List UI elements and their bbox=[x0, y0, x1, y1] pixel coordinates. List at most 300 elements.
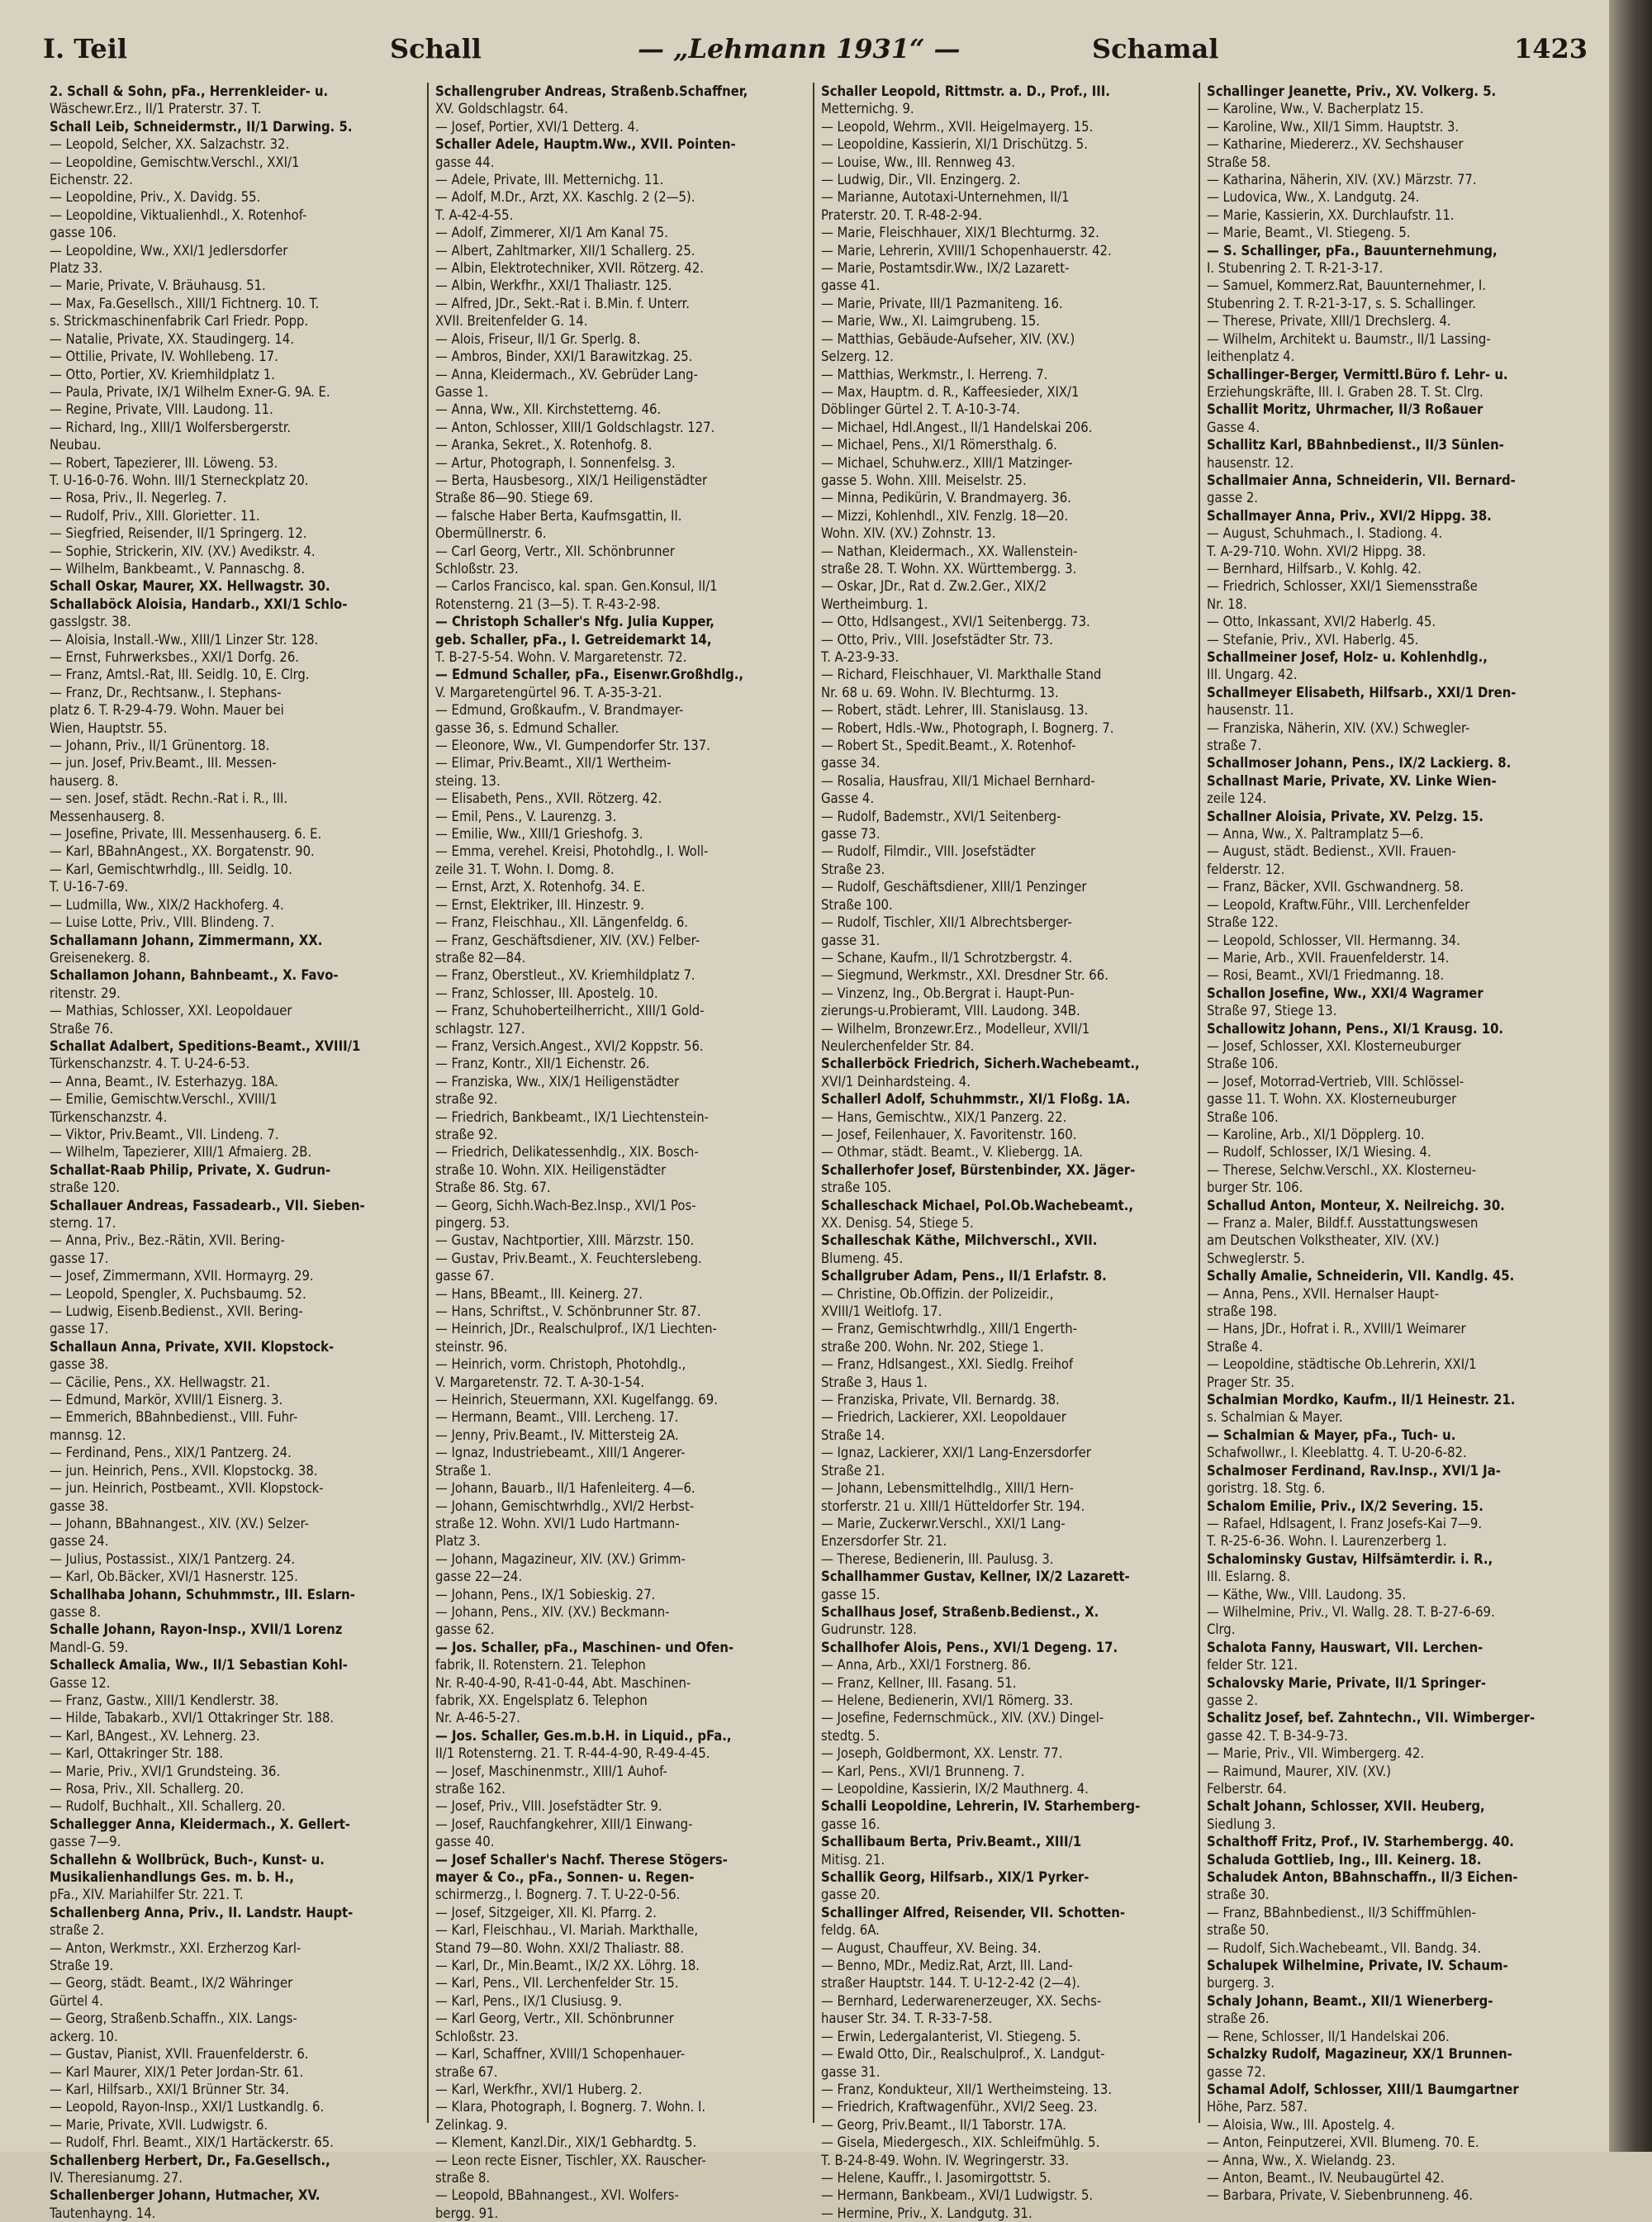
directory-entry-line: — Schalmian & Mayer, pFa., Tuch- u. bbox=[1207, 1427, 1456, 1443]
directory-entry-line: — Karl, Gemischtwrhdlg., III. Seidlg. 10. bbox=[50, 861, 292, 877]
directory-entry-line: T. B-27-5-54. Wohn. V. Margaretenstr. 72. bbox=[435, 649, 687, 665]
directory-entry-line: 2. Schall & Sohn, pFa., Herrenkleider- u. bbox=[50, 83, 329, 99]
directory-entry-line: — falsche Haber Berta, Kaufmsgattin, II. bbox=[435, 507, 682, 524]
directory-entry-line: — Hermine, Priv., X. Landgutg. 31. bbox=[821, 2205, 1032, 2221]
directory-entry-line: Wien, Hauptstr. 55. bbox=[50, 719, 168, 736]
directory-entry-line: — August, städt. Bedienst., XVII. Frauen- bbox=[1207, 843, 1456, 860]
directory-entry-line: T. U-16-7-69. bbox=[50, 879, 129, 895]
directory-entry-line: — Franz, Gastw., XIII/1 Kendlerstr. 38. bbox=[50, 1692, 279, 1708]
directory-entry-line: — Bernhard, Hilfsarb., V. Kohlg. 42. bbox=[1207, 560, 1422, 577]
directory-entry-line: — Alois, Friseur, II/1 Gr. Sperlg. 8. bbox=[435, 330, 641, 347]
directory-entry-line: Gasse 4. bbox=[1207, 419, 1260, 435]
directory-entry-line: Schalt Johann, Schlosser, XVII. Heuberg, bbox=[1207, 1798, 1485, 1815]
directory-entry-line: — Carl Georg, Vertr., XII. Schönbrunner bbox=[435, 543, 675, 559]
directory-entry-line: gasse 106. bbox=[50, 225, 116, 241]
directory-entry-line: Schallat-Raab Philip, Private, X. Gudrun- bbox=[50, 1161, 331, 1178]
directory-entry-line: Blumeng. 45. bbox=[821, 1250, 904, 1266]
directory-entry-line: — Friedrich, Kraftwagenführ., XVI/2 Seeg. 23. bbox=[821, 2099, 1098, 2115]
directory-entry-line: Straße 1. bbox=[435, 1462, 491, 1479]
directory-entry-line: — Franz, Schuhoberteilherricht., XIII/1 Gold- bbox=[435, 1003, 705, 1019]
directory-entry-line: Tautenhayng. 14. bbox=[50, 2205, 156, 2221]
directory-entry-line: gasse 31. bbox=[821, 2063, 881, 2080]
directory-entry-line: — Ernst, Arzt, X. Rotenhofg. 34. E. bbox=[435, 879, 645, 895]
directory-entry-line: XVII. Breitenfelder G. 14. bbox=[435, 313, 588, 330]
directory-entry-line: Straße 23. bbox=[821, 861, 885, 877]
directory-entry-line: s. Schalmian & Mayer. bbox=[1207, 1409, 1343, 1426]
directory-entry-line: straße 28. T. Wohn. XX. Württembergg. 3. bbox=[821, 560, 1077, 577]
directory-entry-line: Schallgruber Adam, Pens., II/1 Erlafstr. 8. bbox=[821, 1268, 1107, 1284]
directory-entry-line: Erziehungskräfte, III. I. Graben 28. T. St. Clrg. bbox=[1207, 383, 1483, 400]
directory-entry-line: Straße 106. bbox=[1207, 1056, 1279, 1072]
directory-entry-line: — Karl Maurer, XIX/1 Peter Jordan-Str. 61. bbox=[50, 2063, 304, 2080]
directory-entry-line: — jun. Heinrich, Pens., XVII. Klopstockg. 38. bbox=[50, 1462, 318, 1479]
directory-entry-line: — Leopold, BBahnangest., XVI. Wolfers- bbox=[435, 2187, 679, 2204]
directory-entry-line: T. A-42-4-55. bbox=[435, 207, 514, 223]
directory-entry-line: Straße 19. bbox=[50, 1958, 114, 1974]
directory-entry-line: Schallud Anton, Monteur, X. Neilreichg. 30. bbox=[1207, 1197, 1505, 1213]
directory-entry-line: — Hans, Schriftst., V. Schönbrunner Str. 87. bbox=[435, 1303, 701, 1320]
directory-entry-line: Höhe, Parz. 587. bbox=[1207, 2099, 1308, 2115]
directory-entry-line: s. Strickmaschinenfabrik Carl Friedr. Popp. bbox=[50, 313, 309, 330]
directory-entry-line: — Edmund Schaller, pFa., Eisenwr.Großhdlg., bbox=[435, 667, 744, 683]
directory-entry-line: Clrg. bbox=[1207, 1621, 1236, 1638]
directory-entry-line: Schallinger Alfred, Reisender, VII. Schotten- bbox=[821, 1904, 1125, 1921]
directory-entry-line: Schalmian Mordko, Kaufm., II/1 Heinestr. 21. bbox=[1207, 1392, 1516, 1408]
directory-entry-line: — Marie, Priv., XVI/1 Grundsteing. 36. bbox=[50, 1763, 281, 1779]
directory-entry-line: — Ludwig, Dir., VII. Enzingerg. 2. bbox=[821, 172, 1021, 188]
directory-entry-line: — Mathias, Schlosser, XXI. Leopoldauer bbox=[50, 1003, 292, 1019]
directory-entry-line: gasse 2. bbox=[1207, 1692, 1258, 1708]
directory-entry-line: Schally Amalie, Schneiderin, VII. Kandlg. 45. bbox=[1207, 1268, 1515, 1284]
directory-entry-line: — Franz, Kellner, III. Fasang. 51. bbox=[821, 1674, 1017, 1691]
directory-entry-line: straße 30. bbox=[1207, 1887, 1270, 1903]
directory-entry-line: — Elimar, Priv.Beamt., XII/1 Wertheim- bbox=[435, 755, 672, 772]
directory-entry-line: — Josef, Schlosser, XXI. Klosterneuburger bbox=[1207, 1037, 1461, 1054]
directory-entry-line: gasse 44. bbox=[435, 154, 495, 170]
directory-entry-line: — Luise Lotte, Priv., VIII. Blindeng. 7. bbox=[50, 914, 274, 931]
directory-entry-line: Straße 86—90. Stiege 69. bbox=[435, 490, 594, 506]
directory-entry-line: — Georg, Straßenb.Schaffn., XIX. Langs- bbox=[50, 2011, 297, 2027]
part-label: I. Teil bbox=[43, 33, 128, 64]
directory-entry-line: — Robert, Tapezierer, III. Löweng. 53. bbox=[50, 454, 278, 471]
directory-entry-line: Schalzky Rudolf, Magazineur, XX/1 Brunnen- bbox=[1207, 2046, 1512, 2063]
directory-entry-line: — Rosa, Priv., XII. Schallerg. 20. bbox=[50, 1781, 244, 1797]
directory-entry-line: Schaly Johann, Beamt., XII/1 Wienerberg- bbox=[1207, 1992, 1493, 2009]
directory-entry-line: hausenstr. 11. bbox=[1207, 702, 1294, 719]
directory-entry-line: — Heinrich, JDr., Realschulprof., IX/1 Liechten- bbox=[435, 1321, 717, 1337]
directory-entry-line: — Erwin, Ledergalanterist, VI. Stiegeng. 5. bbox=[821, 2028, 1081, 2044]
directory-entry-line: Rotensterng. 21 (3—5). T. R-43-2-98. bbox=[435, 596, 661, 612]
directory-entry-line: — Franz, Gemischtwrhdlg., XIII/1 Engerth- bbox=[821, 1321, 1078, 1337]
directory-entry-line: gasslgstr. 38. bbox=[50, 614, 131, 630]
directory-entry-line: — Samuel, Kommerz.Rat, Bauunternehmer, I. bbox=[1207, 278, 1487, 294]
directory-entry-line: Schallaböck Aloisia, Handarb., XXI/1 Schlo- bbox=[50, 596, 348, 612]
directory-entry-line: — Eleonore, Ww., VI. Gumpendorfer Str. 137. bbox=[435, 738, 710, 754]
directory-entry-line: — Franz, BBahnbedienst., II/3 Schiffmühlen- bbox=[1207, 1904, 1476, 1921]
directory-entry-line: Schalom Emilie, Priv., IX/2 Severing. 15. bbox=[1207, 1498, 1483, 1514]
directory-entry-line: Schallamann Johann, Zimmermann, XX. bbox=[50, 932, 323, 948]
directory-entry-line: — Johann, BBahnangest., XIV. (XV.) Selzer- bbox=[50, 1515, 310, 1531]
directory-entry-line: — Matthias, Gebäude-Aufseher, XIV. (XV.) bbox=[821, 330, 1075, 347]
directory-entry-line: Greisenekerg. 8. bbox=[50, 949, 150, 966]
directory-entry-line: — Friedrich, Schlosser, XXI/1 Siemensstraße bbox=[1207, 578, 1478, 595]
directory-entry-line: Schalovsky Marie, Private, II/1 Springer- bbox=[1207, 1674, 1487, 1691]
directory-entry-line: burger Str. 106. bbox=[1207, 1180, 1303, 1196]
directory-entry-line: Schloßstr. 23. bbox=[435, 2028, 519, 2044]
directory-entry-line: Schallitz Karl, BBahnbedienst., II/3 Sünlen- bbox=[1207, 437, 1504, 453]
directory-entry-line: — Leopoldine, Priv., X. Davidg. 55. bbox=[50, 189, 261, 206]
directory-entry-line: Nr. 18. bbox=[1207, 596, 1247, 612]
directory-entry-line: — Ernst, Elektriker, III. Hinzestr. 9. bbox=[435, 896, 644, 913]
directory-entry-line: Schamal Adolf, Schlosser, XIII/1 Baumgartner bbox=[1207, 2081, 1519, 2097]
directory-entry-line: Schalleschak Käthe, Milchverschl., XVII. bbox=[821, 1232, 1098, 1249]
directory-entry-line: III. Eslarng. 8. bbox=[1207, 1569, 1291, 1585]
directory-entry-line: Schallengruber Andreas, Straßenb.Schaffner, bbox=[435, 83, 748, 99]
directory-entry-line: felderstr. 12. bbox=[1207, 861, 1285, 877]
directory-entry-line: — Jos. Schaller, Ges.m.b.H. in Liquid., pFa., bbox=[435, 1727, 732, 1744]
directory-entry-line: — Franz, Oberstleut., XV. Kriemhildplatz 7. bbox=[435, 967, 695, 984]
directory-entry-line: — Oskar, JDr., Rat d. Zw.2.Ger., XIX/2 bbox=[821, 578, 1047, 595]
directory-entry-line: — Franz a. Maler, Bildf.f. Ausstattungswesen bbox=[1207, 1215, 1479, 1231]
directory-entry-line: Schafwollwr., I. Kleeblattg. 4. T. U-20-6-82. bbox=[1207, 1445, 1467, 1461]
directory-entry-line: — Anton, Beamt., IV. Neubaugürtel 42. bbox=[1207, 2169, 1445, 2186]
directory-entry-line: Straße 86. Stg. 67. bbox=[435, 1180, 551, 1196]
directory-entry-line: Siedlung 3. bbox=[1207, 1816, 1276, 1832]
directory-entry-line: — Josef, Zimmermann, XVII. Hormayrg. 29. bbox=[50, 1268, 314, 1284]
directory-entry-line: — Nathan, Kleidermach., XX. Wallenstein- bbox=[821, 543, 1078, 559]
directory-entry-line: gasse 31. bbox=[821, 932, 881, 948]
directory-entry-line: — Richard, Fleischhauer, VI. Markthalle Stand bbox=[821, 667, 1102, 683]
directory-entry-line: — Heinrich, Steuermann, XXI. Kugelfangg. 69. bbox=[435, 1392, 718, 1408]
directory-entry-line: — Leon recte Eisner, Tischler, XX. Rauscher- bbox=[435, 2152, 706, 2168]
directory-entry-line: gasse 38. bbox=[50, 1498, 109, 1514]
directory-entry-line: gasse 41. bbox=[821, 278, 881, 294]
directory-entry-line: — Klement, Kanzl.Dir., XIX/1 Gebhardtg. 5. bbox=[435, 2134, 697, 2151]
directory-entry-line: — Franz, Fleischhau., XII. Längenfeldg. 6. bbox=[435, 914, 689, 931]
directory-entry-line: — Otto, Inkassant, XVI/2 Haberlg. 45. bbox=[1207, 614, 1436, 630]
directory-entry-line: Schallat Adalbert, Speditions-Beamt., XVIII/1 bbox=[50, 1037, 361, 1054]
directory-entry-line: — Karl, Schaffner, XVIII/1 Schopenhauer- bbox=[435, 2046, 686, 2063]
directory-entry-line: Neubau. bbox=[50, 437, 102, 453]
directory-entry-line: — Rafael, Hdlsagent, I. Franz Josefs-Kai 7—9. bbox=[1207, 1515, 1483, 1531]
directory-entry-line: straße 8. bbox=[435, 2169, 491, 2186]
directory-entry-line: Selzerg. 12. bbox=[821, 349, 894, 365]
directory-entry-line: — Johann, Bauarb., II/1 Hafenleiterg. 4—6. bbox=[435, 1480, 695, 1497]
directory-entry-line: — Jenny, Priv.Beamt., IV. Mittersteig 2A. bbox=[435, 1427, 679, 1443]
directory-entry-line: — Johann, Pens., IX/1 Sobieskig. 27. bbox=[435, 1586, 656, 1602]
directory-entry-line: — Friedrich, Bankbeamt., IX/1 Liechtenstein- bbox=[435, 1109, 710, 1125]
directory-entry-line: pFa., XIV. Mariahilfer Str. 221. T. bbox=[50, 1887, 244, 1903]
directory-entry-line: — Hans, JDr., Hofrat i. R., XVIII/1 Weimarer bbox=[1207, 1321, 1466, 1337]
directory-entry-line: gasse 17. bbox=[50, 1250, 109, 1266]
directory-entry-line: — Rene, Schlosser, II/1 Handelskai 206. bbox=[1207, 2028, 1450, 2044]
directory-entry-line: Straße 97, Stiege 13. bbox=[1207, 1003, 1337, 1019]
directory-entry-line: — Paula, Private, IX/1 Wilhelm Exner-G. 9A. E. bbox=[50, 383, 330, 400]
directory-entry-line: Schloßstr. 23. bbox=[435, 560, 519, 577]
directory-entry-line: — Therese, Private, XIII/1 Drechslerg. 4. bbox=[1207, 313, 1451, 330]
directory-entry-line: fabrik, II. Rotenstern. 21. Telephon bbox=[435, 1657, 646, 1674]
directory-entry-line: — Marie, Ww., XI. Laimgrubeng. 15. bbox=[821, 313, 1040, 330]
directory-entry-line: — Friedrich, Delikatessenhdlg., XIX. Bosch- bbox=[435, 1144, 699, 1161]
directory-entry-line: — Joseph, Goldbermont, XX. Lenstr. 77. bbox=[821, 1745, 1063, 1762]
directory-entry-line: — Adele, Private, III. Metternichg. 11. bbox=[435, 172, 664, 188]
directory-entry-line: — Robert, Hdls.-Ww., Photograph, I. Bognerg. 7. bbox=[821, 719, 1114, 736]
directory-entry-line: straße 105. bbox=[821, 1180, 891, 1196]
directory-entry-line: — S. Schallinger, pFa., Bauunternehmung, bbox=[1207, 242, 1498, 259]
directory-entry-line: Schallner Aloisia, Private, XV. Pelzg. 15. bbox=[1207, 808, 1483, 824]
directory-entry-line: — Edmund, Markör, XVIII/1 Eisnerg. 3. bbox=[50, 1392, 283, 1408]
directory-entry-line: — Hermann, Beamt., VIII. Lercheng. 17. bbox=[435, 1409, 679, 1426]
directory-entry-line: Schalupek Wilhelmine, Private, IV. Schaum- bbox=[1207, 1958, 1508, 1974]
directory-entry-line: Prager Str. 35. bbox=[1207, 1374, 1295, 1390]
directory-entry-line: Schallhammer Gustav, Kellner, IX/2 Lazarett- bbox=[821, 1569, 1130, 1585]
directory-entry-line: — Wilhelm, Bankbeamt., V. Pannaschg. 8. bbox=[50, 560, 306, 577]
directory-entry-line: — Franz, Bäcker, XVII. Gschwandnerg. 58. bbox=[1207, 879, 1464, 895]
directory-entry-line: hauser Str. 34. T. R-33-7-58. bbox=[821, 2011, 993, 2027]
directory-entry-line: — Rudolf, Schlosser, IX/1 Wiesing. 4. bbox=[1207, 1144, 1431, 1161]
directory-entry-line: felder Str. 121. bbox=[1207, 1657, 1298, 1674]
directory-entry-line: — Barbara, Private, V. Siebenbrunneng. 46. bbox=[1207, 2187, 1474, 2204]
directory-entry-line: — Gustav, Pianist, XVII. Frauenfelderstr. 6. bbox=[50, 2046, 309, 2063]
directory-entry-line: — Leopold, Rayon-Insp., XXI/1 Lustkandlg. 6. bbox=[50, 2099, 325, 2115]
directory-entry-line: — Minna, Pedikürin, V. Brandmayerg. 36. bbox=[821, 490, 1071, 506]
directory-entry-line: gasse 38. bbox=[50, 1356, 109, 1373]
directory-entry-line: — Marie, Private, XVII. Ludwigstr. 6. bbox=[50, 2116, 268, 2133]
directory-entry-line: — Mizzi, Kohlenhdl., XIV. Fenzlg. 18—20. bbox=[821, 507, 1069, 524]
directory-entry-line: V. Margaretenstr. 72. T. A-30-1-54. bbox=[435, 1374, 645, 1390]
directory-entry-line: — Johann, Lebensmittelhdlg., XIII/1 Hern- bbox=[821, 1480, 1074, 1497]
directory-entry-line: storferstr. 21 u. XIII/1 Hütteldorfer Str. 194. bbox=[821, 1498, 1085, 1514]
directory-entry-line: gasse 8. bbox=[50, 1603, 101, 1620]
directory-entry-line: — Adolf, M.Dr., Arzt, XX. Kaschlg. 2 (2—5). bbox=[435, 189, 695, 206]
directory-entry-line: — Max, Hauptm. d. R., Kaffeesieder, XIX/1 bbox=[821, 383, 1080, 400]
directory-entry-line: — Katharina, Näherin, XIV. (XV.) Märzstr. 77. bbox=[1207, 172, 1477, 188]
directory-entry-line: gasse 16. bbox=[821, 1816, 881, 1832]
directory-entry-line: Metternichg. 9. bbox=[821, 101, 914, 117]
directory-entry-line: mannsg. 12. bbox=[50, 1427, 126, 1443]
directory-entry-line: — Alfred, JDr., Sekt.-Rat i. B.Min. f. Unterr. bbox=[435, 295, 690, 311]
directory-entry-line: — Johann, Gemischtwrhdlg., XVI/2 Herbst- bbox=[435, 1498, 695, 1514]
directory-entry-line: V. Margaretengürtel 96. T. A-35-3-21. bbox=[435, 684, 662, 700]
directory-entry-line: — Viktor, Priv.Beamt., VII. Lindeng. 7. bbox=[50, 1126, 279, 1142]
directory-entry-line: — Jos. Schaller, pFa., Maschinen- und Ofen- bbox=[435, 1639, 734, 1655]
directory-entry-line: — Karl, Pens., IX/1 Clusiusg. 9. bbox=[435, 1992, 623, 2009]
directory-entry-line: — Rudolf, Bademstr., XVI/1 Seitenberg- bbox=[821, 808, 1061, 824]
directory-entry-line: Schallmeiner Josef, Holz- u. Kohlenhdlg., bbox=[1207, 649, 1488, 665]
directory-entry-line: gasse 2. bbox=[1207, 490, 1258, 506]
directory-entry-line: — Emilie, Ww., XIII/1 Grieshofg. 3. bbox=[435, 826, 643, 843]
directory-entry-line: — Karl, Dr., Min.Beamt., IX/2 XX. Löhrg. 18. bbox=[435, 1958, 700, 1974]
directory-entry-line: Neulerchenfelder Str. 84. bbox=[821, 1037, 975, 1054]
directory-entry-line: Schallinger-Berger, Vermittl.Büro f. Lehr- u. bbox=[1207, 366, 1508, 382]
directory-entry-line: straße 92. bbox=[435, 1091, 498, 1108]
directory-entry-line: — August, Schuhmach., I. Stadiong. 4. bbox=[1207, 525, 1443, 542]
directory-entry-line: straße 82—84. bbox=[435, 949, 526, 966]
directory-entry-line: — Siegmund, Werkmstr., XXI. Dresdner Str. 66. bbox=[821, 967, 1108, 984]
directory-entry-line: — Emil, Pens., V. Laurenzg. 3. bbox=[435, 808, 617, 824]
directory-entry-line: — Bernhard, Lederwarenerzeuger, XX. Sechs- bbox=[821, 1992, 1102, 2009]
directory-entry-line: — Emma, verehel. Kreisi, Photohdlg., I. Woll- bbox=[435, 843, 709, 860]
directory-entry-line: — Leopold, Schlosser, VII. Hermanng. 34. bbox=[1207, 932, 1460, 948]
directory-entry-line: Nr. 68 u. 69. Wohn. IV. Blechturmg. 13. bbox=[821, 684, 1059, 700]
directory-entry-line: II/1 Rotensterng. 21. T. R-44-4-90, R-49-4-45. bbox=[435, 1745, 710, 1762]
directory-entry-line: gasse 36, s. Edmund Schaller. bbox=[435, 719, 620, 736]
directory-entry-line: Schaller Leopold, Rittmstr. a. D., Prof., III. bbox=[821, 83, 1110, 99]
directory-entry-line: — Rudolf, Geschäftsdiener, XIII/1 Penzinger bbox=[821, 879, 1087, 895]
directory-entry-line: gasse 34. bbox=[821, 755, 881, 772]
directory-entry-line: — Robert St., Spedit.Beamt., X. Rotenhof- bbox=[821, 738, 1076, 754]
directory-entry-line: — Johann, Priv., II/1 Grünentorg. 18. bbox=[50, 738, 270, 754]
directory-entry-line: burgerg. 3. bbox=[1207, 1975, 1275, 1992]
directory-entry-line: Schall Oskar, Maurer, XX. Hellwagstr. 30. bbox=[50, 578, 330, 595]
directory-entry-line: — Anna, Pens., XVII. Hernalser Haupt- bbox=[1207, 1285, 1440, 1302]
page-header bbox=[43, 33, 1588, 74]
directory-entry-line: Gürtel 4. bbox=[50, 1992, 103, 2009]
directory-entry-line: Schallik Georg, Hilfsarb., XIX/1 Pyrker- bbox=[821, 1869, 1089, 1886]
directory-entry-line: — Georg, Sichh.Wach-Bez.Insp., XVI/1 Pos- bbox=[435, 1197, 696, 1213]
directory-entry-line: — Otto, Hdlsangest., XVI/1 Seitenbergg. 73. bbox=[821, 614, 1090, 630]
directory-entry-line: — Marie, Arb., XVII. Frauenfelderstr. 14. bbox=[1207, 949, 1450, 966]
directory-entry-line: straße 120. bbox=[50, 1180, 120, 1196]
directory-entry-line: — Berta, Hausbesorg., XIX/1 Heiligenstädter bbox=[435, 472, 708, 488]
directory-entry-line: — Ludmilla, Ww., XIX/2 Hackhoferg. 4. bbox=[50, 896, 284, 913]
directory-entry-line: Schallnast Marie, Private, XV. Linke Wien- bbox=[1207, 772, 1497, 789]
directory-entry-line: ackerg. 10. bbox=[50, 2028, 118, 2044]
directory-entry-line: — Ludovica, Ww., X. Landgutg. 24. bbox=[1207, 189, 1420, 206]
directory-entry-line: — Vinzenz, Ing., Ob.Bergrat i. Haupt-Pun- bbox=[821, 985, 1075, 1001]
directory-entry-line: schirmerzg., I. Bognerg. 7. T. U-22-0-56. bbox=[435, 1887, 681, 1903]
directory-entry-line: — Friedrich, Lackierer, XXI. Leopoldauer bbox=[821, 1409, 1066, 1426]
directory-entry-line: — Rosalia, Hausfrau, XII/1 Michael Bernhard- bbox=[821, 772, 1095, 789]
directory-entry-line: XX. Denisg. 54, Stiege 5. bbox=[821, 1215, 974, 1231]
directory-entry-line: — Josef, Maschinenmstr., XIII/1 Auhof- bbox=[435, 1763, 667, 1779]
directory-entry-line: — Anna, Beamt., IV. Esterhazyg. 18A. bbox=[50, 1073, 278, 1090]
directory-entry-line: — Franziska, Näherin, XIV. (XV.) Schwegler- bbox=[1207, 719, 1470, 736]
directory-entry-line: gasse 40. bbox=[435, 1834, 495, 1850]
directory-entry-line: Schallmayer Anna, Priv., XVI/2 Hippg. 38. bbox=[1207, 507, 1492, 524]
directory-entry-line: Schallibaum Berta, Priv.Beamt., XIII/1 bbox=[821, 1834, 1082, 1850]
directory-entry-line: — Karl, Ottakringer Str. 188. bbox=[50, 1745, 224, 1762]
directory-entry-line: — Emmerich, BBahnbedienst., VIII. Fuhr- bbox=[50, 1409, 298, 1426]
directory-entry-line: — Anton, Feinputzerei, XVII. Blumeng. 70. E. bbox=[1207, 2134, 1479, 2151]
directory-entry-line: straße 7. bbox=[1207, 738, 1262, 754]
directory-entry-line: — Marie, Private, V. Bräuhausg. 51. bbox=[50, 278, 266, 294]
directory-entry-line: T. U-16-0-76. Wohn. III/1 Sterneckplatz 20. bbox=[50, 472, 309, 488]
directory-entry-line: Wäschewr.Erz., II/1 Praterstr. 37. T. bbox=[50, 101, 262, 117]
directory-entry-line: XVI/1 Deinhardsteing. 4. bbox=[821, 1073, 971, 1090]
directory-entry-line: Schallerhofer Josef, Bürstenbinder, XX. Jäger- bbox=[821, 1161, 1136, 1178]
directory-entry-line: Nr. R-40-4-90, R-41-0-44, Abt. Maschinen- bbox=[435, 1674, 691, 1691]
directory-entry-line: — Anton, Werkmstr., XXI. Erzherzog Karl- bbox=[50, 1940, 301, 1956]
directory-entry-line: — Ludwig, Eisenb.Bedienst., XVII. Bering- bbox=[50, 1303, 303, 1320]
directory-entry-line: Straße 58. bbox=[1207, 154, 1271, 170]
directory-entry-line: gasse 24. bbox=[50, 1533, 109, 1550]
directory-entry-line: Musikalienhandlungs Ges. m. b. H., bbox=[50, 1869, 294, 1886]
directory-entry-line: — Leopoldine, Ww., XXI/1 Jedlersdorfer bbox=[50, 242, 288, 259]
directory-entry-line: leithenplatz 4. bbox=[1207, 349, 1295, 365]
directory-entry-line: Platz 3. bbox=[435, 1533, 481, 1550]
directory-entry-line: — Therese, Selchw.Verschl., XX. Klosterneu- bbox=[1207, 1161, 1477, 1178]
directory-entry-line: — Karl, Hilfsarb., XXI/1 Brünner Str. 34. bbox=[50, 2081, 290, 2097]
directory-entry-line: — Leopoldine, Gemischtw.Verschl., XXI/1 bbox=[50, 154, 300, 170]
directory-entry-line: — Artur, Photograph, I. Sonnenfelsg. 3. bbox=[435, 454, 676, 471]
directory-entry-line: — Josef Schaller's Nachf. Therese Stögers- bbox=[435, 1851, 728, 1868]
directory-entry-line: — Wilhelmine, Priv., VI. Wallg. 28. T. B-27-6-69. bbox=[1207, 1603, 1495, 1620]
directory-entry-line: — Cäcilie, Pens., XX. Hellwagstr. 21. bbox=[50, 1374, 271, 1390]
directory-entry-line: XV. Goldschlagstr. 64. bbox=[435, 101, 568, 117]
directory-entry-line: Gasse 1. bbox=[435, 383, 489, 400]
directory-entry-line: straße 10. Wohn. XIX. Heiligenstädter bbox=[435, 1161, 667, 1178]
directory-entry-line: gasse 5. Wohn. XIII. Meiselstr. 25. bbox=[821, 472, 1027, 488]
directory-entry-line: Schalota Fanny, Hauswart, VII. Lerchen- bbox=[1207, 1639, 1483, 1655]
directory-entry-line: — Josef, Feilenhauer, X. Favoritenstr. 160. bbox=[821, 1126, 1077, 1142]
directory-entry-line: — Karoline, Arb., XI/1 Döpplerg. 10. bbox=[1207, 1126, 1425, 1142]
directory-entry-line: Straße 100. bbox=[821, 896, 893, 913]
directory-entry-line: Felberstr. 64. bbox=[1207, 1781, 1287, 1797]
directory-entry-line: — Schane, Kaufm., II/1 Schrotzbergstr. 4. bbox=[821, 949, 1073, 966]
directory-entry-line: — Helene, Kauffr., I. Jasomirgottstr. 5. bbox=[821, 2169, 1051, 2186]
directory-entry-line: — Franz, Amtsl.-Rat, III. Seidlg. 10, E. Clrg. bbox=[50, 667, 310, 683]
book-spine-shadow bbox=[1609, 0, 1652, 2152]
directory-entry-line: — Johann, Pens., XIV. (XV.) Beckmann- bbox=[435, 1603, 670, 1620]
directory-entry-line: hauserg. 8. bbox=[50, 772, 119, 789]
directory-entry-line: Schallowitz Johann, Pens., XI/1 Krausg. 10. bbox=[1207, 1020, 1504, 1037]
directory-entry-line: — Rudolf, Filmdir., VIII. Josefstädter bbox=[821, 843, 1036, 860]
directory-entry-line: Schallegger Anna, Kleidermach., X. Gellert- bbox=[50, 1816, 350, 1832]
directory-entry-line: IV. Theresianumg. 27. bbox=[50, 2169, 183, 2186]
directory-entry-line: mayer & Co., pFa., Sonnen- u. Regen- bbox=[435, 1869, 695, 1886]
directory-entry-line: — Louise, Ww., III. Rennweg 43. bbox=[821, 154, 1015, 170]
directory-entry-line: — Franz, Kontr., XII/1 Eichenstr. 26. bbox=[435, 1056, 650, 1072]
directory-entry-line: — Regine, Private, VIII. Laudong. 11. bbox=[50, 401, 273, 418]
directory-entry-line: Messenhauserg. 8. bbox=[50, 808, 165, 824]
directory-entry-line: Schalleschack Michael, Pol.Ob.Wachebeamt., bbox=[821, 1197, 1134, 1213]
directory-entry-line: Straße 21. bbox=[821, 1462, 885, 1479]
directory-entry-line: — Karl, Pens., XVI/1 Brunneng. 7. bbox=[821, 1763, 1025, 1779]
directory-entry-line: Schallinger Jeanette, Priv., XV. Volkerg. 5. bbox=[1207, 83, 1497, 99]
directory-entry-line: gasse 15. bbox=[821, 1586, 881, 1602]
directory-entry-line: III. Ungarg. 42. bbox=[1207, 667, 1298, 683]
directory-entry-line: — Marie, Beamt., VI. Stiegeng. 5. bbox=[1207, 225, 1411, 241]
directory-entry-line: — Adolf, Zimmerer, XI/1 Am Kanal 75. bbox=[435, 225, 668, 241]
directory-entry-line: — Anna, Ww., X. Paltramplatz 5—6. bbox=[1207, 826, 1424, 843]
directory-entry-line: Schallenberger Johann, Hutmacher, XV. bbox=[50, 2187, 320, 2204]
directory-entry-line: steinstr. 96. bbox=[435, 1338, 508, 1355]
directory-entry-line: Straße 76. bbox=[50, 1020, 114, 1037]
directory-entry-line: — Karoline, Ww., V. Bacherplatz 15. bbox=[1207, 101, 1424, 117]
directory-entry-line: — Hermann, Bankbeam., XVI/1 Ludwigstr. 5. bbox=[821, 2187, 1094, 2204]
directory-entry-line: Schallerböck Friedrich, Sicherh.Wachebeamt., bbox=[821, 1056, 1140, 1072]
directory-entry-line: — Gisela, Miedergesch., XIX. Schleifmühlg. 5. bbox=[821, 2134, 1100, 2151]
directory-entry-line: — Leopold, Kraftw.Führ., VIII. Lerchenfelder bbox=[1207, 896, 1470, 913]
directory-entry-line: — Christoph Schaller's Nfg. Julia Kupper, bbox=[435, 614, 714, 630]
directory-entry-line: T. R-25-6-36. Wohn. I. Laurenzerberg 1. bbox=[1207, 1533, 1447, 1550]
directory-entry-line: am Deutschen Volkstheater, XIV. (XV.) bbox=[1207, 1232, 1440, 1249]
directory-entry-line: Schaluda Gottlieb, Ing., III. Keinerg. 18. bbox=[1207, 1851, 1482, 1868]
directory-entry-line: straße 2. bbox=[50, 1922, 105, 1939]
directory-entry-line: gasse 20. bbox=[821, 1887, 881, 1903]
directory-entry-line: — Franziska, Ww., XIX/1 Heiligenstädter bbox=[435, 1073, 680, 1090]
directory-entry-line: hausenstr. 12. bbox=[1207, 454, 1294, 471]
directory-entry-line: gasse 42. T. B-34-9-73. bbox=[1207, 1727, 1348, 1744]
directory-entry-line: — Gustav, Nachtportier, XIII. Märzstr. 150. bbox=[435, 1232, 695, 1249]
directory-entry-line: — Raimund, Maurer, XIV. (XV.) bbox=[1207, 1763, 1392, 1779]
directory-entry-line: steing. 13. bbox=[435, 772, 501, 789]
directory-entry-line: Stubenring 2. T. R-21-3-17, s. S. Schallinger. bbox=[1207, 295, 1476, 311]
directory-entry-line: — Wilhelm, Bronzewr.Erz., Modelleur, XVII/1 bbox=[821, 1020, 1090, 1037]
directory-entry-line: — Franz, Dr., Rechtsanw., I. Stephans- bbox=[50, 684, 282, 700]
directory-entry-line: — Michael, Hdl.Angest., II/1 Handelskai 206. bbox=[821, 419, 1093, 435]
